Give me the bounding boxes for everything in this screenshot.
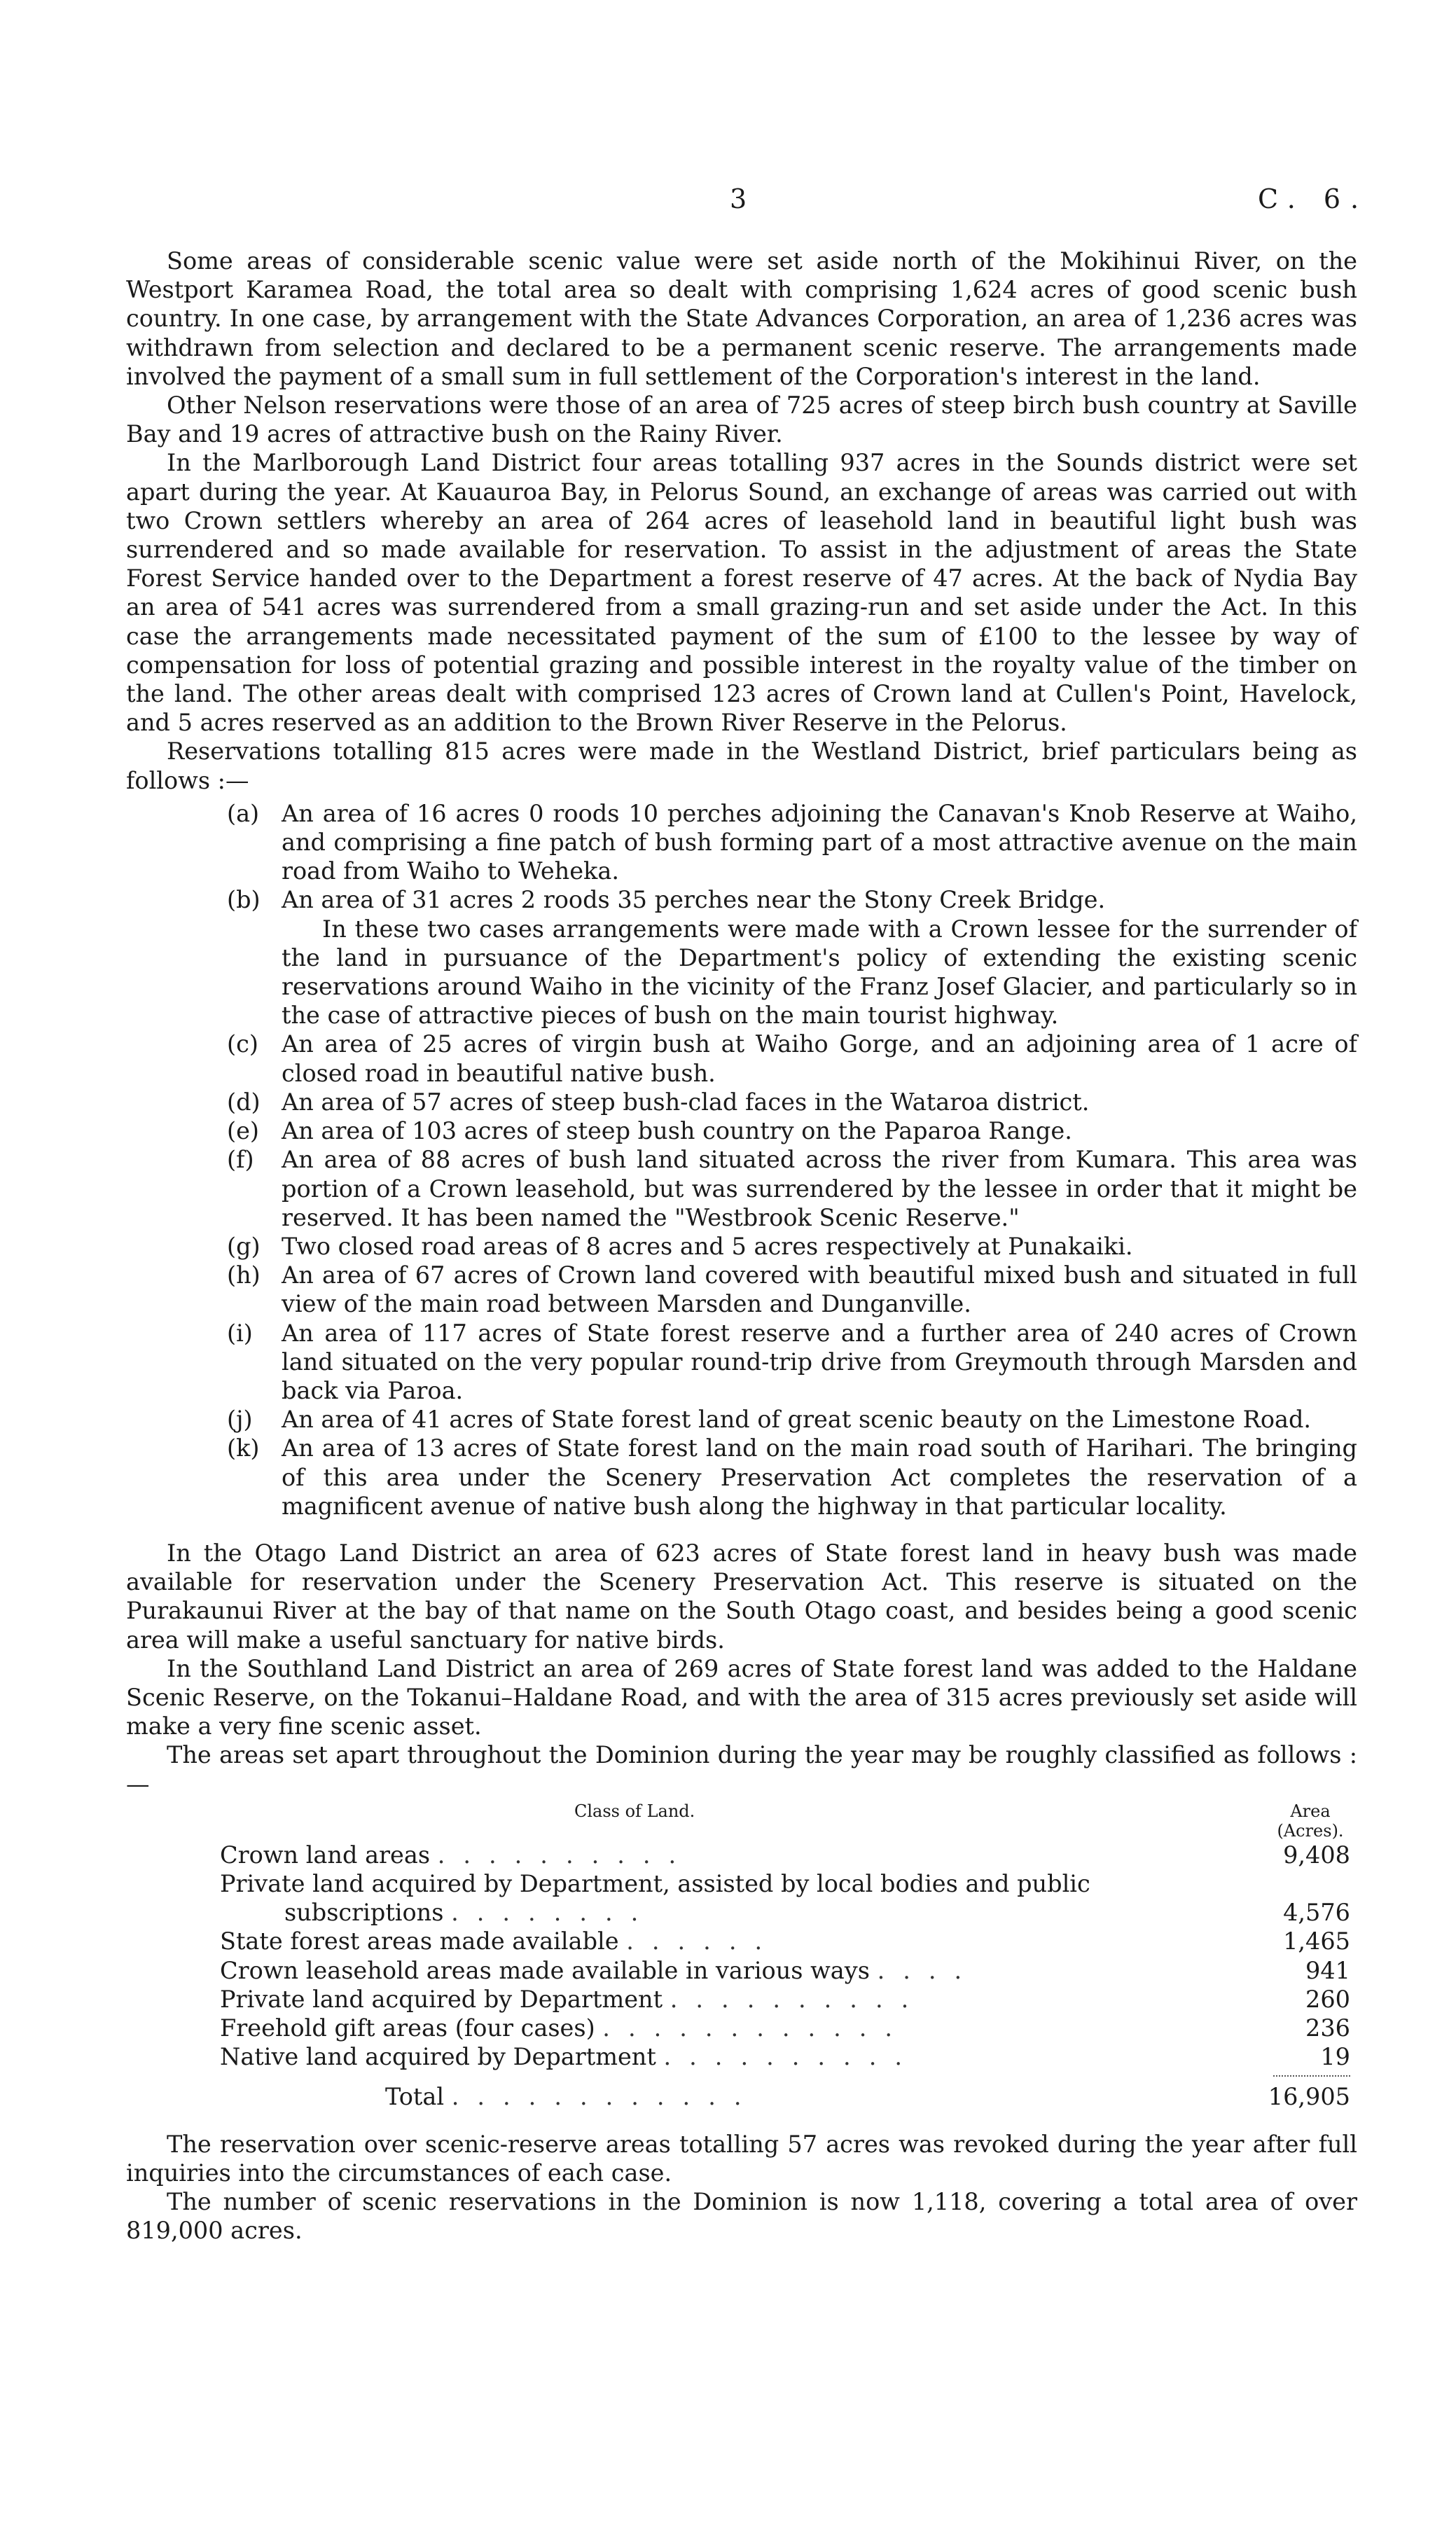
table-row [126,1956,1357,1985]
list-item-note: In these two cases arrangements were made with a Crown lessee for the surrender of the land in pursuance of the Department's policy of extending the existing scenic reservations around Waiho in the vicinity of the Franz Josef Glacier, and particularly so in the case of attractive pieces of bush on the main tourist highway. [282,915,1357,1030]
list-item [126,1030,1357,1087]
page-number: 3 [730,184,747,214]
list-item [126,1088,1357,1116]
paragraph: In the Otago Land District an area of 623 acres of State forest land in heavy bush was made available for reservation under the Scenery Preservation Act. This reserve is situated on the Purakaunui River at the bay of that name on the South Otago coast, and besides being a good scenic area will make a useful sanctuary for native birds. [126,1539,1357,1654]
table-row [126,2042,1357,2071]
document-body [126,247,1357,2245]
list-item-label: (e) [227,1117,259,1145]
table-row [126,2014,1357,2042]
list-item-label: (h) [227,1261,261,1289]
list-item-label: (a) [227,799,260,827]
paragraph: Other Nelson reservations were those of an area of 725 acres of steep birch bush country at Saville Bay and 19 acres of attractive bush on the Rainy River. [126,392,1357,448]
list-item-label: (k) [227,1434,260,1462]
row-label: Private land acquired by Department .......... [220,1985,927,2013]
list-item-text: An area of 67 acres of Crown land covered with beautiful mixed bush and situated in full view of the main road between Marsden and Dunganville. [282,1261,1357,1318]
list-item [126,1434,1357,1521]
table-header [126,1801,1357,1841]
row-label: State forest areas made available ...... [220,1927,781,1955]
list-item-text: An area of 57 acres of steep bush-clad faces in the Wataroa district. [282,1088,1090,1116]
list-item-text: An area of 117 acres of State forest reserve and a further area of 240 acres of Crown land situated on the very popular round-trip drive from Greymouth through Marsden and back via Paroa. [282,1319,1357,1404]
list-item-text [282,885,1357,1030]
list-item [126,885,1357,1030]
list-item-label: (g) [227,1232,261,1260]
row-value: 19 [1320,2043,1350,2071]
list-item [126,1232,1357,1261]
list-item [126,1261,1357,1318]
list-item-text: An area of 41 acres of State forest land of great scenic beauty on the Limestone Road. [282,1406,1312,1434]
list-item-label: (c) [227,1030,258,1058]
list-item [126,1145,1357,1232]
paragraph: In the Marlborough Land District four areas totalling 937 acres in the Sounds district were set apart during the year. At Kauauroa Bay, in Pelorus Sound, an exchange of areas was carried out with two Crown settlers whereby an area of 264 acres of leasehold land in beautiful light bush was surrendered and so made available for reservation. To assist in the adjustment of areas the State Forest Service handed over to the Department a forest reserve of 47 acres. At the back of Nydia Bay an area of 541 acres was surrendered from a small grazing-run and set aside under the Act. In this case the arrangements made necessitated payment of the sum of £100 to the lessee by way of compensation for loss of potential grazing and possible interest in the royalty value of the timber on the land. The other areas dealt with comprised 123 acres of Crown land at Cullen's Point, Havelock, and 5 acres reserved as an addition to the Brown River Reserve in the Pelorus. [126,449,1357,737]
row-value: 941 [1305,1956,1350,1984]
list-item-label: (f) [227,1146,254,1174]
column-header-area: Area (Acres). [1277,1801,1344,1841]
row-label: Crown leasehold areas made available in various ways .... [220,1956,980,1984]
table-total-row [126,2082,1357,2111]
row-label: Native land acquired by Department .......... [220,2043,920,2071]
table-row [126,1927,1357,1955]
document-reference: C. 6. [1258,184,1369,214]
list-item-label: (i) [227,1319,253,1347]
row-label: Crown land areas .......... [220,1841,695,1869]
list-item-text: An area of 103 acres of steep bush country on the Paparoa Range. [282,1117,1072,1145]
total-rule [1273,2075,1350,2077]
row-value: 236 [1305,2014,1350,2042]
row-value: 9,408 [1283,1841,1350,1869]
column-header-class: Class of Land. [574,1801,695,1821]
list-item-label: (b) [227,886,261,914]
list-item-label: (d) [227,1088,261,1116]
row-value: 1,465 [1283,1927,1350,1955]
row-label: Freehold gift areas (four cases) ............ [220,2014,911,2042]
row-value: 4,576 [1283,1899,1350,1927]
list-item-label: (j) [227,1406,253,1434]
paragraph: The reservation over scenic-reserve areas totalling 57 acres was revoked during the year after full inquiries into the circumstances of each case. [126,2130,1357,2187]
table-row [126,1869,1357,1927]
row-label: Private land acquired by Department, assisted by local bodies and public subscriptions ........ [220,1869,1090,1927]
land-class-table [126,1801,1357,2112]
paragraph: The areas set apart throughout the Dominion during the year may be roughly classified as follows :— [126,1741,1357,1798]
list-item-text: Two closed road areas of 8 acres and 5 acres respectively at Punakaiki. [282,1232,1133,1260]
list-item [126,1319,1357,1406]
list-item-text: An area of 13 acres of State forest land on the main road south of Harihari. The bringing of this area under the Scenery Preservation Act completes the reservation of a magnificent avenue of native bush along the highway in that particular locality. [282,1434,1357,1520]
list-item-text: An area of 88 acres of bush land situated across the river from Kumara. This area was portion of a Crown leasehold, but was surrendered by the lessee in order that it might be reserved. It has been named the "Westbrook Scenic Reserve." [282,1146,1357,1231]
total-label: Total ............ [385,2083,760,2111]
row-value: 260 [1305,1985,1350,2013]
paragraph: In the Southland Land District an area of 269 acres of State forest land was added to the Haldane Scenic Reserve, on the Tokanui–Haldane Road, and with the area of 315 acres previously set aside will make a very fine scenic asset. [126,1654,1357,1740]
westland-list [126,799,1357,1521]
table-row [126,1985,1357,2014]
list-item-main: An area of 31 acres 2 roods 35 perches near the Stony Creek Bridge. [282,886,1106,914]
table-row [126,1841,1357,1869]
list-item-text: An area of 16 acres 0 roods 10 perches adjoining the Canavan's Knob Reserve at Waiho, and comprising a fine patch of bush forming part of a most attractive avenue on the main road from Waiho to Weheka. [282,799,1357,885]
total-value: 16,905 [1268,2083,1350,2111]
list-item [126,799,1357,886]
list-item [126,1116,1357,1145]
paragraph: Some areas of considerable scenic value were set aside north of the Mokihinui River, on the Westport Karamea Road, the total area so dealt with comprising 1,624 acres of good scenic bush country. In one case, by arrangement with the State Advances Corporation, an area of 1,236 acres was withdrawn from selection and declared to be a permanent scenic reserve. The arrangements made involved the payment of a small sum in full settlement of the Corporation's interest in the land. [126,247,1357,390]
paragraph: The number of scenic reservations in the Dominion is now 1,118, covering a total area of over 819,000 acres. [126,2188,1357,2245]
list-item [126,1405,1357,1434]
paragraph: Reservations totalling 815 acres were made in the Westland District, brief particulars being as follows :— [126,738,1357,794]
list-item-text: An area of 25 acres of virgin bush at Waiho Gorge, and an adjoining area of 1 acre of closed road in beautiful native bush. [282,1030,1357,1087]
